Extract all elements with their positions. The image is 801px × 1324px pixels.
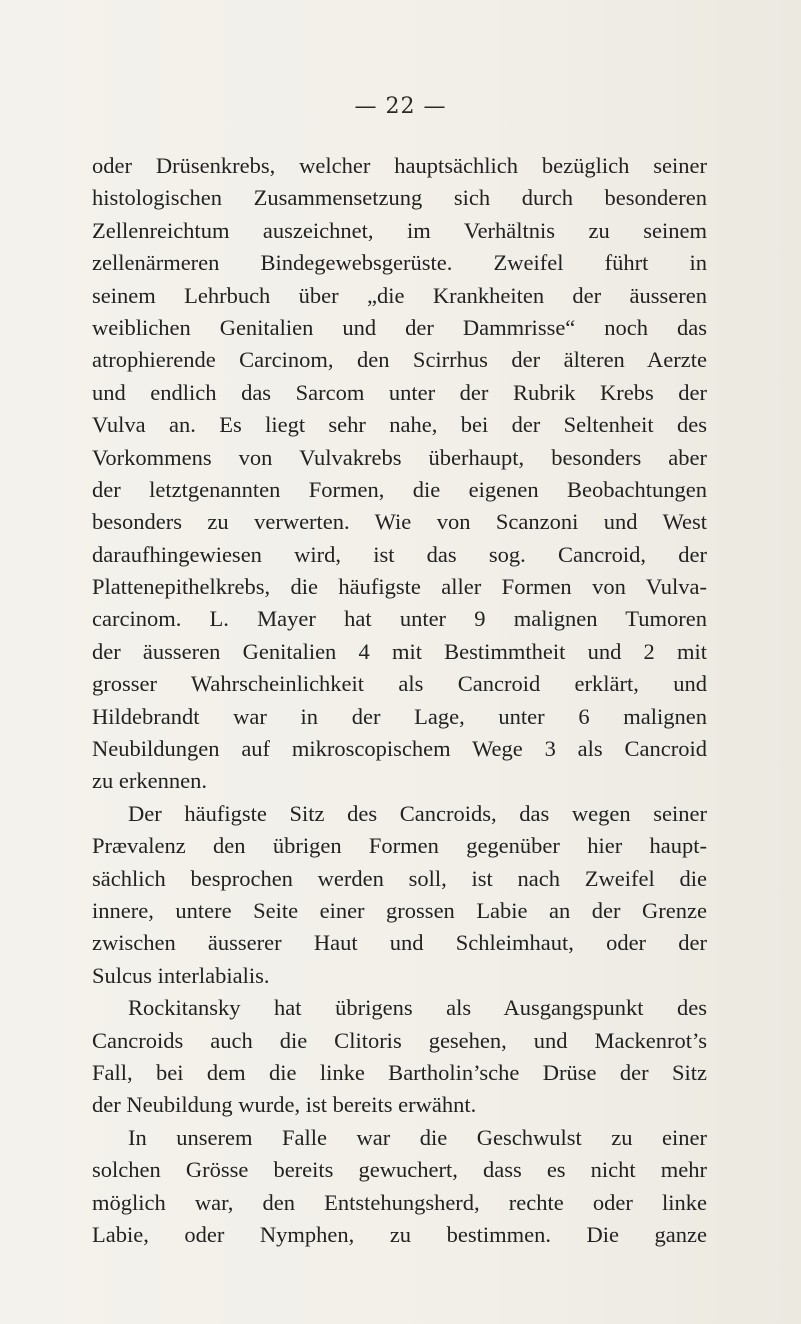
text-line: histologischen Zusammensetzung sich durch besonderen [92, 185, 707, 211]
text-line: sächlich besprochen werden soll, ist nach Zweifel die [92, 865, 707, 891]
text-line: besonders zu verwerten. Wie von Scanzoni und West [92, 509, 707, 535]
text-line: der Neubildung wurde, ist bereits erwähnt. [92, 1092, 477, 1118]
text-line: atrophierende Carcinom, den Scirrhus der älteren Aerzte [92, 347, 707, 373]
text-line: weiblichen Genitalien und der Dammrisse“ noch das [92, 314, 707, 340]
text-line: Hildebrandt war in der Lage, unter 6 malignen [92, 703, 707, 729]
text-line: grosser Wahrscheinlichkeit als Cancroid erklärt, und [92, 671, 707, 697]
text-line: und endlich das Sarcom unter der Rubrik Krebs der [92, 379, 707, 405]
text-line: solchen Grösse bereits gewuchert, dass es nicht mehr [92, 1157, 707, 1183]
text-line: Labie, oder Nymphen, zu bestimmen. Die ganze [92, 1221, 707, 1247]
text-line: In unserem Falle war die Geschwulst zu einer [128, 1124, 707, 1150]
text-line: zwischen äusserer Haut und Schleimhaut, oder der [92, 930, 707, 956]
text-line: Cancroids auch die Clitoris gesehen, und Mackenrot’s [92, 1027, 707, 1053]
text-line: Der häufigste Sitz des Cancroids, das wegen seiner [128, 800, 707, 826]
text-line: innere, untere Seite einer grossen Labie an der Grenze [92, 897, 707, 923]
text-line: seinem Lehrbuch über „die Krankheiten der äusseren [92, 282, 707, 308]
text-line: carcinom. L. Mayer hat unter 9 malignen Tumoren [92, 606, 707, 632]
body-text [92, 150, 707, 1251]
text-line: Neubildungen auf mikroscopischem Wege 3 als Cancroid [92, 736, 707, 762]
text-line: zellenärmeren Bindegewebsgerüste. Zweifel führt in [92, 250, 707, 276]
text-line: der letztgenannten Formen, die eigenen Beobachtungen [92, 476, 707, 502]
text-line: Zellenreichtum auszeichnet, im Verhältnis zu seinem [92, 217, 707, 243]
text-line: möglich war, den Entstehungsherd, rechte oder linke [92, 1189, 707, 1215]
text-line: daraufhingewiesen wird, ist das sog. Cancroid, der [92, 541, 707, 567]
text-line: Prævalenz den übrigen Formen gegenüber hier haupt- [92, 833, 707, 859]
text-line: Fall, bei dem die linke Bartholin’sche Drüse der Sitz [92, 1059, 707, 1085]
text-line: Plattenepithelkrebs, die häufigste aller Formen von Vulva- [92, 574, 707, 600]
text-line: Vorkommens von Vulvakrebs überhaupt, besonders aber [92, 444, 707, 470]
text-line: Vulva an. Es liegt sehr nahe, bei der Seltenheit des [92, 412, 707, 438]
page-number: — 22 — [354, 94, 447, 119]
text-line: der äusseren Genitalien 4 mit Bestimmtheit und 2 mit [92, 638, 707, 664]
text-line: oder Drüsenkrebs, welcher hauptsächlich bezüglich seiner [92, 153, 707, 178]
text-line: Rockitansky hat übrigens als Ausgangspunkt des [128, 995, 707, 1021]
text-line: Sulcus interlabialis. [92, 962, 270, 988]
text-line: zu erkennen. [92, 768, 207, 794]
